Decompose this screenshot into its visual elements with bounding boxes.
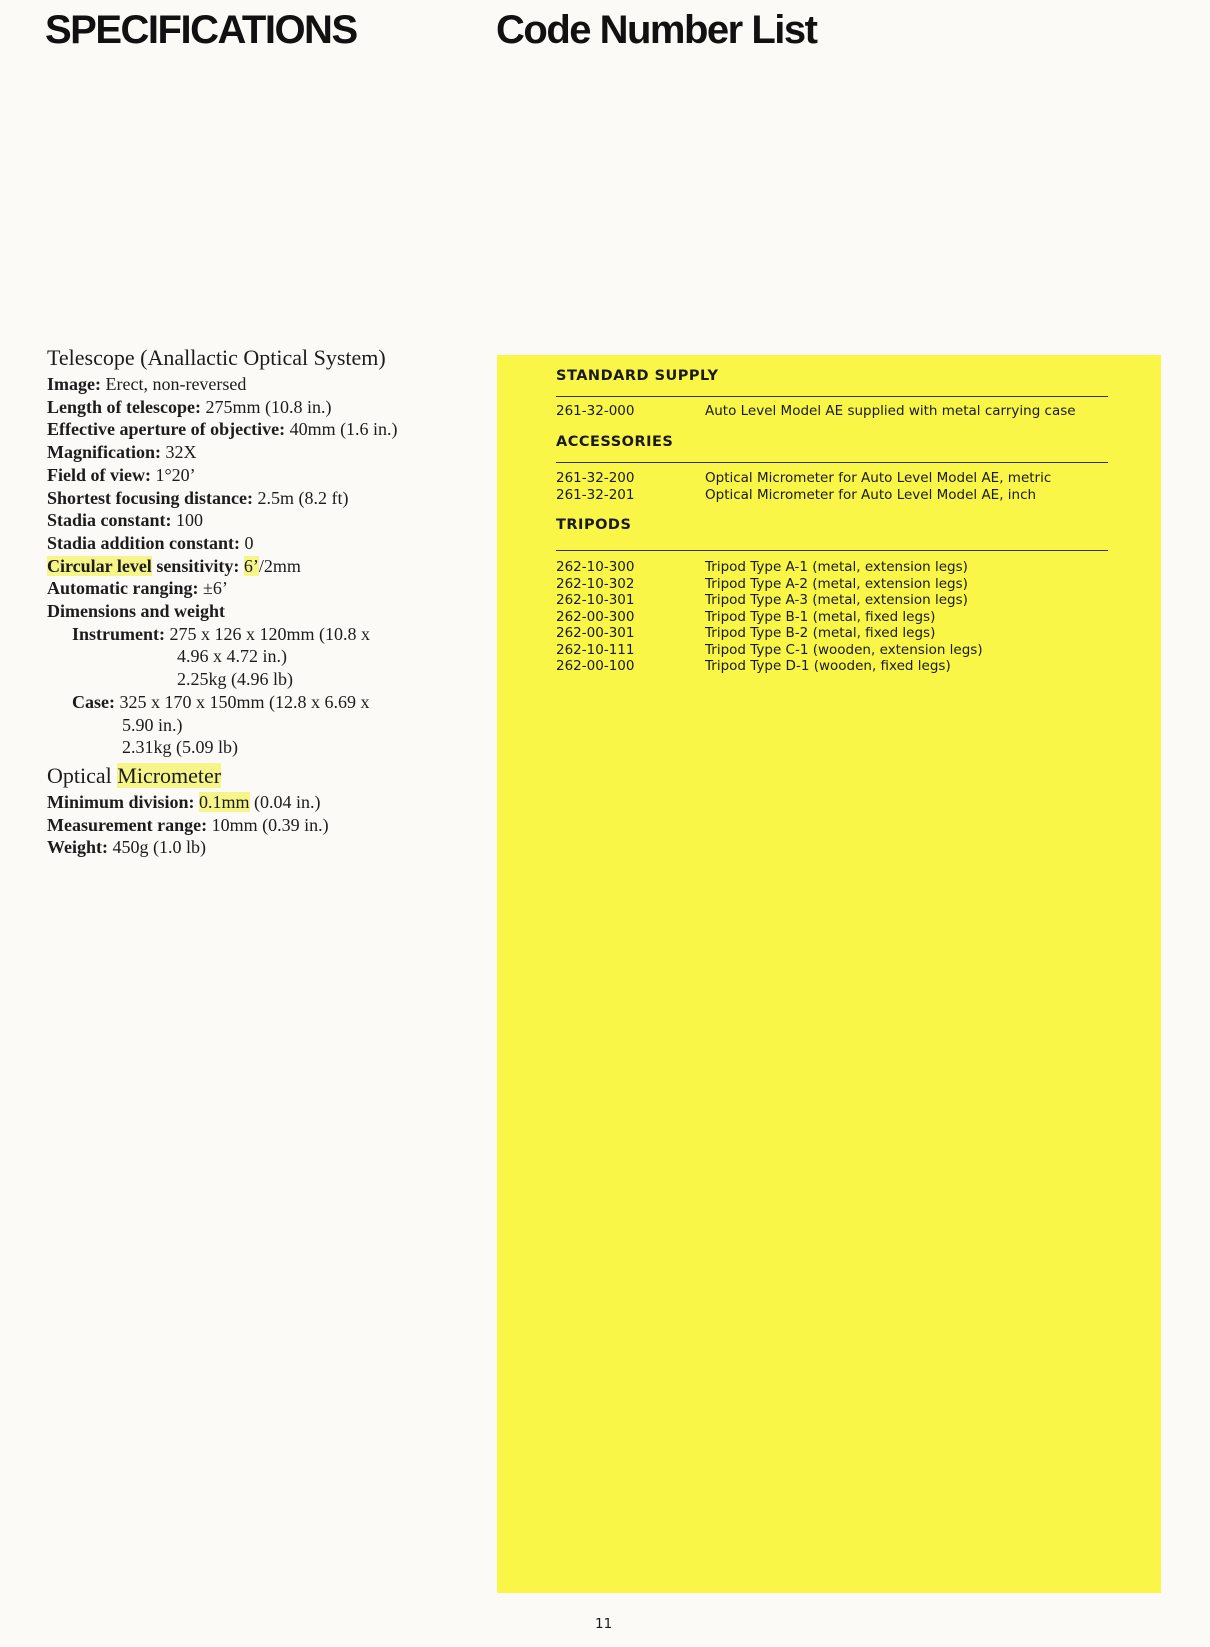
code-number: 262-00-300: [556, 608, 635, 625]
spec-value: 1°20’: [155, 464, 196, 485]
specifications-heading: SPECIFICATIONS: [45, 8, 357, 52]
code-number: 262-00-301: [556, 625, 635, 641]
code-number-list-heading: Code Number List: [496, 8, 817, 52]
spec-value: (0.04 in.): [254, 791, 321, 812]
code-description: Tripod Type B-2 (metal, fixed legs): [705, 625, 936, 641]
code-number: 262-10-302: [556, 575, 635, 592]
code-description: Tripod Type A-1 (metal, extension legs): [705, 559, 968, 575]
table-row: [556, 487, 1116, 504]
spec-instrument-cont: 4.96 x 4.72 in.): [177, 646, 287, 667]
spec-instrument-weight: 2.25kg (4.96 lb): [177, 669, 293, 690]
spec-value: 0: [244, 532, 254, 553]
code-number: 261-32-200: [556, 470, 635, 486]
spec-value: Erect, non-reversed: [105, 374, 247, 394]
spec-label: Measurement range:: [47, 814, 208, 835]
code-number: 261-32-201: [556, 486, 635, 503]
spec-label: Case:: [72, 691, 115, 712]
code-description: Optical Micrometer for Auto Level Model AE, metric: [705, 470, 1052, 486]
spec-value: 275mm (10.8 in.): [205, 396, 332, 417]
spec-label: Instrument:: [72, 623, 165, 644]
spec-image: [47, 373, 467, 396]
spec-value: /2mm: [258, 555, 301, 576]
standard-supply-header: STANDARD SUPPLY: [556, 368, 719, 384]
code-number: 261-32-000: [556, 403, 635, 419]
spec-label: Weight:: [47, 837, 108, 858]
code-number: 262-10-300: [556, 559, 635, 575]
page-number: 11: [595, 1616, 613, 1632]
divider: [556, 550, 1108, 551]
code-number: 262-10-111: [556, 641, 635, 658]
code-description: Tripod Type A-3 (metal, extension legs): [705, 592, 968, 608]
tripods-list: [556, 559, 1116, 675]
spec-circular-level: [47, 555, 467, 578]
table-row: [556, 576, 1116, 593]
code-description: Auto Level Model AE supplied with metal carrying case: [705, 403, 1076, 419]
spec-stadia-addition: [47, 532, 467, 555]
code-description: Tripod Type B-1 (metal, fixed legs): [705, 608, 936, 625]
spec-weight: [47, 836, 467, 859]
spec-auto-ranging: [47, 577, 467, 600]
spec-case-cont: 5.90 in.): [122, 714, 183, 735]
spec-label: sensitivity:: [156, 555, 240, 576]
specifications-section: [47, 343, 467, 859]
table-row: [556, 592, 1116, 609]
spec-label: Stadia constant:: [47, 510, 172, 531]
spec-value-highlighted: 6’: [243, 555, 259, 576]
spec-value: 450g (1.0 lb): [112, 837, 206, 858]
table-row: [556, 658, 1116, 675]
code-number: 262-00-100: [556, 658, 635, 674]
spec-case: [47, 691, 467, 714]
spec-label: Dimensions and weight: [47, 601, 226, 622]
spec-label: Automatic ranging:: [47, 578, 199, 599]
spec-min-division: [47, 791, 467, 814]
table-row: [556, 642, 1116, 659]
spec-field-of-view: [47, 464, 467, 487]
tripods-header: TRIPODS: [556, 517, 632, 533]
spec-label: Shortest focusing distance:: [47, 487, 253, 508]
spec-label: Image:: [47, 374, 101, 394]
table-row: [556, 625, 1116, 642]
spec-value: 10mm (0.39 in.): [211, 814, 329, 835]
code-number: 262-10-301: [556, 592, 635, 608]
spec-label: Field of view:: [47, 464, 151, 485]
spec-value: 2.5m (8.2 ft): [257, 487, 349, 508]
code-description: Tripod Type A-2 (metal, extension legs): [705, 575, 968, 592]
telescope-section-title: Telescope (Anallactic Optical System): [47, 345, 386, 370]
micrometer-title-a: Optical: [47, 762, 112, 788]
spec-label: Length of telescope:: [47, 396, 201, 417]
table-row: [556, 609, 1116, 626]
spec-label: Minimum division:: [47, 791, 195, 812]
spec-label: Magnification:: [47, 442, 161, 463]
spec-measurement-range: [47, 814, 467, 837]
spec-aperture: [47, 418, 467, 441]
code-description: Tripod Type D-1 (wooden, fixed legs): [705, 658, 951, 674]
spec-stadia-constant: [47, 509, 467, 532]
spec-value: 40mm (1.6 in.): [289, 419, 398, 440]
micrometer-title-b: Micrometer: [117, 762, 222, 788]
table-row: [556, 470, 1116, 487]
spec-focusing-distance: [47, 487, 467, 510]
spec-dimensions-label: [47, 600, 467, 623]
accessories-header: ACCESSORIES: [556, 434, 674, 450]
standard-supply-list: [556, 403, 1116, 420]
divider: [556, 396, 1108, 397]
code-number-panel: [497, 355, 1161, 1593]
spec-label-highlighted: Circular level: [47, 555, 152, 576]
spec-label: Stadia addition constant:: [47, 532, 241, 553]
spec-value: 100: [176, 510, 204, 531]
spec-instrument: [47, 623, 467, 646]
spec-case-weight: 2.31kg (5.09 lb): [122, 737, 238, 758]
table-row: [556, 403, 1116, 420]
accessories-list: [556, 470, 1116, 503]
code-description: Tripod Type C-1 (wooden, extension legs): [705, 641, 983, 658]
spec-value: 325 x 170 x 150mm (12.8 x 6.69 x: [119, 691, 370, 712]
micrometer-section-title: [47, 761, 467, 791]
divider: [556, 462, 1108, 463]
spec-label: Effective aperture of objective:: [47, 419, 286, 440]
table-row: [556, 559, 1116, 576]
spec-value: 32X: [165, 442, 197, 463]
spec-value-highlighted: 0.1mm: [199, 791, 250, 812]
spec-value: ±6’: [203, 578, 228, 599]
spec-value: 275 x 126 x 120mm (10.8 x: [169, 623, 370, 644]
spec-magnification: [47, 441, 467, 464]
spec-length: [47, 396, 467, 419]
code-description: Optical Micrometer for Auto Level Model AE, inch: [705, 486, 1037, 503]
